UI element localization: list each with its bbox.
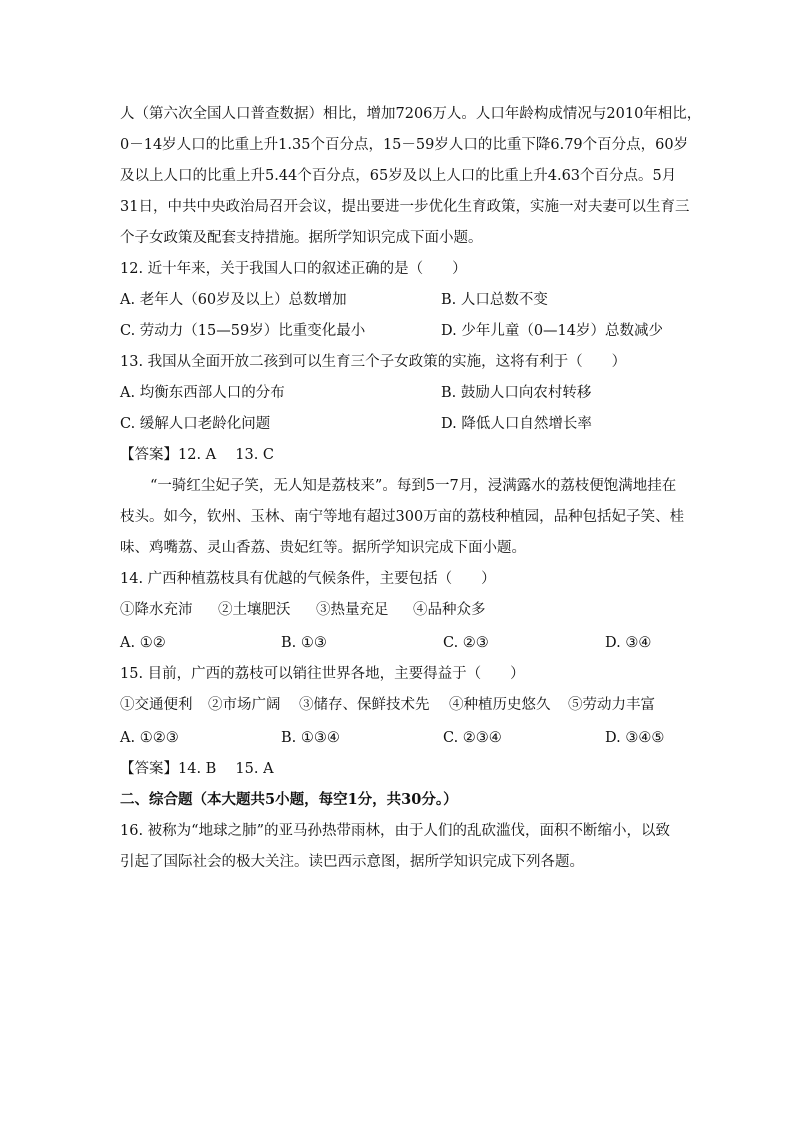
question-15-option-a: A. ①②③: [120, 730, 179, 746]
section-2-heading: 二、综合题（本大题共5小题，每空1分，共30分。）: [120, 791, 458, 808]
question-12-option-a: A. 老年人（60岁及以上）总数增加: [120, 292, 347, 308]
passage2-line-2: 枝头。如今，钦州、玉林、南宁等地有超过300万亩的荔枝种植园，品种包括妃子笑、桂: [120, 509, 685, 525]
passage1-line-4: 31日，中共中央政治局召开会议，提出要进一步优化生育政策，实施一对夫妻可以生育三: [120, 199, 690, 215]
question-14-item-3: ③热量充足: [316, 602, 389, 618]
question-15-item-4: ④种植历史悠久: [449, 697, 551, 713]
passage1-line-1: 人（第六次全国人口普查数据）相比，增加7206万人。人口年龄构成情况与2010年相比，: [120, 106, 702, 122]
question-13-option-b: B. 鼓励人口向农村转移: [441, 385, 592, 401]
question-12-stem: 12. 近十年来，关于我国人口的叙述正确的是（ ）: [120, 261, 467, 277]
question-15-option-b: B. ①③④: [281, 730, 340, 746]
passage1-line-3: 及以上人口的比重上升5.44个百分点，65岁及以上人口的比重上升4.63个百分点。5月: [120, 168, 677, 184]
question-12-option-c: C. 劳动力（15—59岁）比重变化最小: [120, 323, 366, 339]
question-13-option-c: C. 缓解人口老龄化问题: [120, 416, 271, 432]
question-15-item-1: ①交通便利: [120, 697, 193, 713]
passage2-line-3: 味、鸡嘴荔、灵山香荔、贵妃红等。据所学知识完成下面小题。: [120, 540, 526, 556]
question-14-item-1: ①降水充沛: [120, 602, 193, 618]
question-14-item-4: ④品种众多: [413, 602, 486, 618]
question-16-line-2: 引起了国际社会的极大关注。读巴西示意图，据所学知识完成下列各题。: [120, 854, 584, 870]
question-15-stem: 15. 目前，广西的荔枝可以销往世界各地，主要得益于（ ）: [120, 666, 525, 682]
question-15-item-2: ②市场广阔: [208, 697, 281, 713]
question-15-option-d: D. ③④⑤: [605, 730, 665, 746]
question-14-option-b: B. ①③: [281, 635, 327, 651]
question-14-option-d: D. ③④: [605, 635, 652, 651]
question-14-item-2: ②土壤肥沃: [218, 602, 291, 618]
question-14-option-c: C. ②③: [443, 635, 489, 651]
question-14-stem: 14. 广西种植荔枝具有优越的气候条件，主要包括（ ）: [120, 571, 496, 587]
question-15-option-c: C. ②③④: [443, 730, 502, 746]
question-12-option-b: B. 人口总数不变: [441, 292, 548, 308]
question-15-item-3: ③储存、保鲜技术先: [299, 697, 430, 713]
question-13-option-a: A. 均衡东西部人口的分布: [120, 385, 285, 401]
question-16-line-1: 16. 被称为“地球之肺”的亚马孙热带雨林，由于人们的乱砍滥伐，面积不断缩小，以致: [120, 823, 670, 839]
question-15-item-5: ⑤劳动力丰富: [568, 697, 655, 713]
question-13-stem: 13. 我国从全面开放二孩到可以生育三个子女政策的实施，这将有利于（ ）: [120, 354, 627, 370]
passage1-line-2: 0－14岁人口的比重上升1.35个百分点，15－59岁人口的比重下降6.79个百分点，60岁: [120, 137, 689, 153]
passage2-line-1: “一骑红尘妃子笑，无人知是荔枝来”。每到5一7月，浸满露水的荔枝便饱满地挂在: [150, 478, 677, 494]
answer-14-15: 【答案】14. B 15. A: [120, 761, 274, 777]
question-12-option-d: D. 少年儿童（0—14岁）总数减少: [441, 323, 664, 339]
question-14-option-a: A. ①②: [120, 635, 166, 651]
passage1-line-5: 个子女政策及配套支持措施。据所学知识完成下面小题。: [120, 230, 483, 246]
answer-12-13: 【答案】12. A 13. C: [120, 447, 275, 463]
question-13-option-d: D. 降低人口自然增长率: [441, 416, 592, 432]
